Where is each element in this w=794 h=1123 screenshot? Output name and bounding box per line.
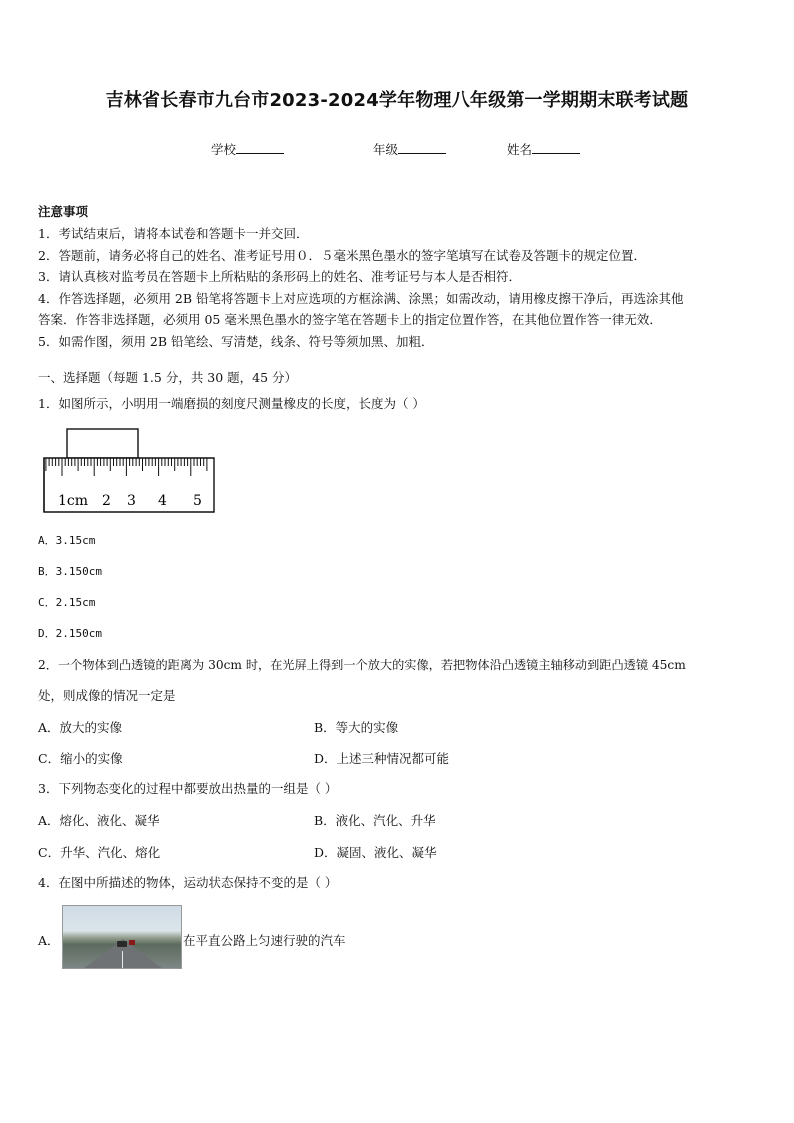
q3-option-d[interactable]: D．凝固、液化、凝华	[314, 845, 437, 860]
school-blank[interactable]	[236, 141, 284, 154]
car-on-road-photo	[62, 905, 182, 969]
q2-option-b[interactable]: B．等大的实像	[314, 720, 399, 735]
q1-option-b[interactable]: B．3.150cm	[38, 565, 102, 578]
ruler-label-4: 4	[158, 493, 167, 509]
notice-item: 2．答题前，请务必将自己的姓名、准考证号用０．５毫米黑色墨水的签字笔填写在试卷及答题卡的规定位置．	[38, 247, 646, 263]
question-2-stem-line1: 2．一个物体到凸透镜的距离为 30cm 时，在光屏上得到一个放大的实像，若把物体沿凸透镜主轴移动到距凸透镜 45cm	[38, 658, 686, 672]
ruler-figure	[38, 424, 218, 516]
exam-title: 吉林省长春市九台市2023-2024学年物理八年级第一学期期末联考试题	[105, 90, 689, 111]
q2-option-d[interactable]: D．上述三种情况都可能	[314, 751, 450, 766]
ruler-label-2: 2	[102, 493, 111, 509]
grade-field[interactable]	[373, 140, 446, 158]
question-2-stem	[38, 654, 760, 707]
school-label: 学校	[211, 142, 237, 157]
q3-option-b[interactable]: B．液化、汽化、升华	[314, 813, 436, 828]
q1-option-d[interactable]: D．2.150cm	[38, 627, 102, 640]
notice-item: 答案．作答非选择题，必须用 05 毫米黑色墨水的签字笔在答题卡上的指定位置作答，在其他位置作答一律无效．	[38, 312, 662, 327]
question-2-stem-line2: 处，则成像的情况一定是	[38, 688, 176, 703]
notice-item: 1．考试结束后，请将本试卷和答题卡一并交回．	[38, 226, 309, 241]
q3-option-a[interactable]: A．熔化、液化、凝华	[38, 813, 160, 828]
q2-option-c[interactable]: C．缩小的实像	[38, 751, 123, 766]
notice-list	[38, 223, 760, 352]
name-blank[interactable]	[532, 141, 580, 154]
ruler-label-1cm: 1cm	[58, 493, 89, 509]
question-1-stem: 1．如图所示，小明用一端磨损的刻度尺测量橡皮的长度，长度为（ ）	[38, 396, 425, 411]
ruler-label-3: 3	[127, 493, 136, 509]
school-field[interactable]	[211, 140, 284, 158]
name-label: 姓名	[507, 142, 533, 157]
notice-item: 4．作答选择题，必须用 2B 铅笔将答题卡上对应选项的方框涂满、涂黑；如需改动，请用橡皮擦干净后，再选涂其他	[38, 290, 684, 306]
notice-heading: 注意事项	[38, 204, 89, 219]
q4-option-a-label[interactable]: A．	[38, 933, 60, 948]
q1-option-c[interactable]: C．2.15cm	[38, 596, 96, 609]
eraser-shape	[67, 429, 138, 458]
notice-item: 3．请认真核对监考员在答题卡上所粘贴的条形码上的姓名、准考证号与本人是否相符．	[38, 269, 521, 284]
grade-blank[interactable]	[398, 141, 446, 154]
q4-option-a-text[interactable]: 在平直公路上匀速行驶的汽车	[183, 933, 346, 948]
grade-label: 年级	[373, 142, 399, 157]
question-4-stem: 4．在图中所描述的物体，运动状态保持不变的是（ ）	[38, 875, 338, 890]
name-field[interactable]	[507, 140, 580, 158]
q3-option-c[interactable]: C．升华、汽化、熔化	[38, 845, 161, 860]
question-3-stem: 3．下列物态变化的过程中都要放出热量的一组是（ ）	[38, 781, 338, 796]
section-heading: 一、选择题（每题 1.5 分，共 30 题，45 分）	[38, 370, 298, 385]
notice-item: 5．如需作图，须用 2B 铅笔绘、写清楚，线条、符号等须加黑、加粗．	[38, 333, 434, 349]
q1-option-a[interactable]: A．3.15cm	[38, 534, 96, 547]
ruler-label-5: 5	[193, 493, 202, 509]
q2-option-a[interactable]: A．放大的实像	[38, 720, 123, 735]
